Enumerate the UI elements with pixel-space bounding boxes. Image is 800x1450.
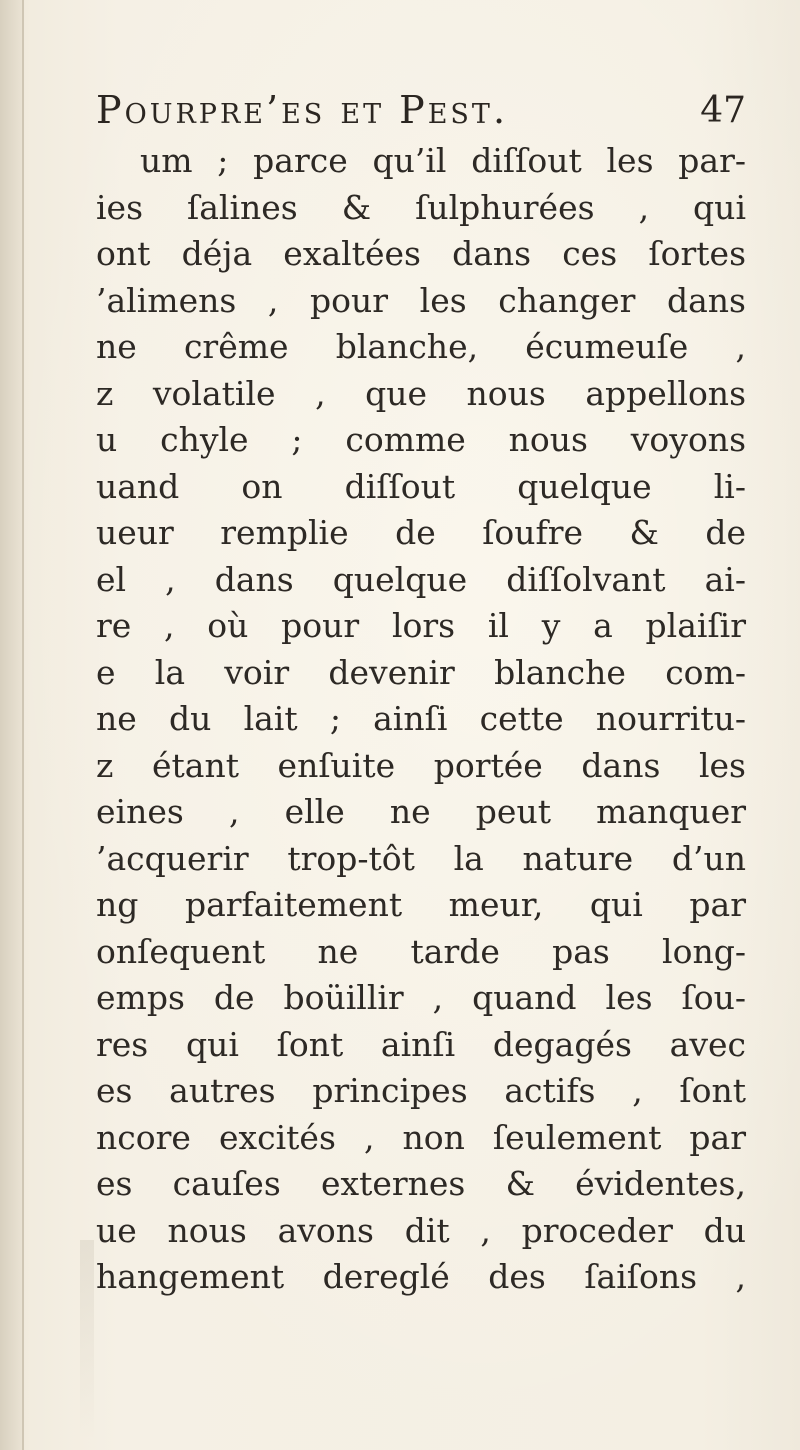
text-line: eines , elle ne peut manquer [96, 792, 746, 831]
text-line: z volatile , que nous appellons [96, 373, 746, 413]
text-line: uand on diſſout quelque li- [96, 466, 746, 506]
binding-edge [22, 0, 24, 1450]
text-line: es cauſes externes & évidentes, [96, 1164, 746, 1203]
running-head [96, 88, 746, 144]
text-line: ont déja exaltées dans ces ſortes [96, 234, 746, 273]
text-line: ue nous avons dit , proceder du [96, 1210, 746, 1250]
text-line: ies ſalines & ſulphurées , qui [96, 187, 746, 227]
text-line: ng parfaitement meur, qui par [96, 885, 746, 924]
binding-gutter [0, 0, 24, 1450]
text-line: ’acquerir trop-tôt la nature d’un [96, 838, 746, 878]
text-line: ncore excités , non ſeulement par [96, 1117, 746, 1157]
paper-stain [80, 1240, 94, 1440]
text-line: re , où pour lors il y a plaiſir [96, 606, 746, 645]
text-line: hangement dereglé des ſaiſons , [96, 1257, 746, 1296]
text-line: res qui ſont ainſi degagés avec [96, 1024, 746, 1064]
text-line: ne crême blanche, écumeuſe , [96, 327, 746, 366]
body-text [96, 138, 746, 1301]
text-line: ’alimens , pour les changer dans [96, 280, 746, 320]
text-line: el , dans quelque diſſolvant ai- [96, 559, 746, 599]
text-line: ne du lait ; ainſi cette nourritu- [96, 699, 746, 738]
text-line: u chyle ; comme nous voyons [96, 420, 746, 459]
text-line: ueur remplie de ſoufre & de [96, 513, 746, 552]
text-line: z étant enſuite portée dans les [96, 745, 746, 785]
text-line: onſequent ne tarde pas long- [96, 931, 746, 971]
text-line: es autres principes actifs , ſont [96, 1071, 746, 1110]
text-line: emps de boüillir , quand les ſou- [96, 978, 746, 1017]
text-line: um ; parce qu’il diſſout les par- [140, 141, 746, 180]
text-line: e la voir devenir blanche com- [96, 652, 746, 692]
page-number: 47 [700, 90, 746, 131]
running-head-title: Pourpre’es et Pest. [96, 88, 509, 132]
